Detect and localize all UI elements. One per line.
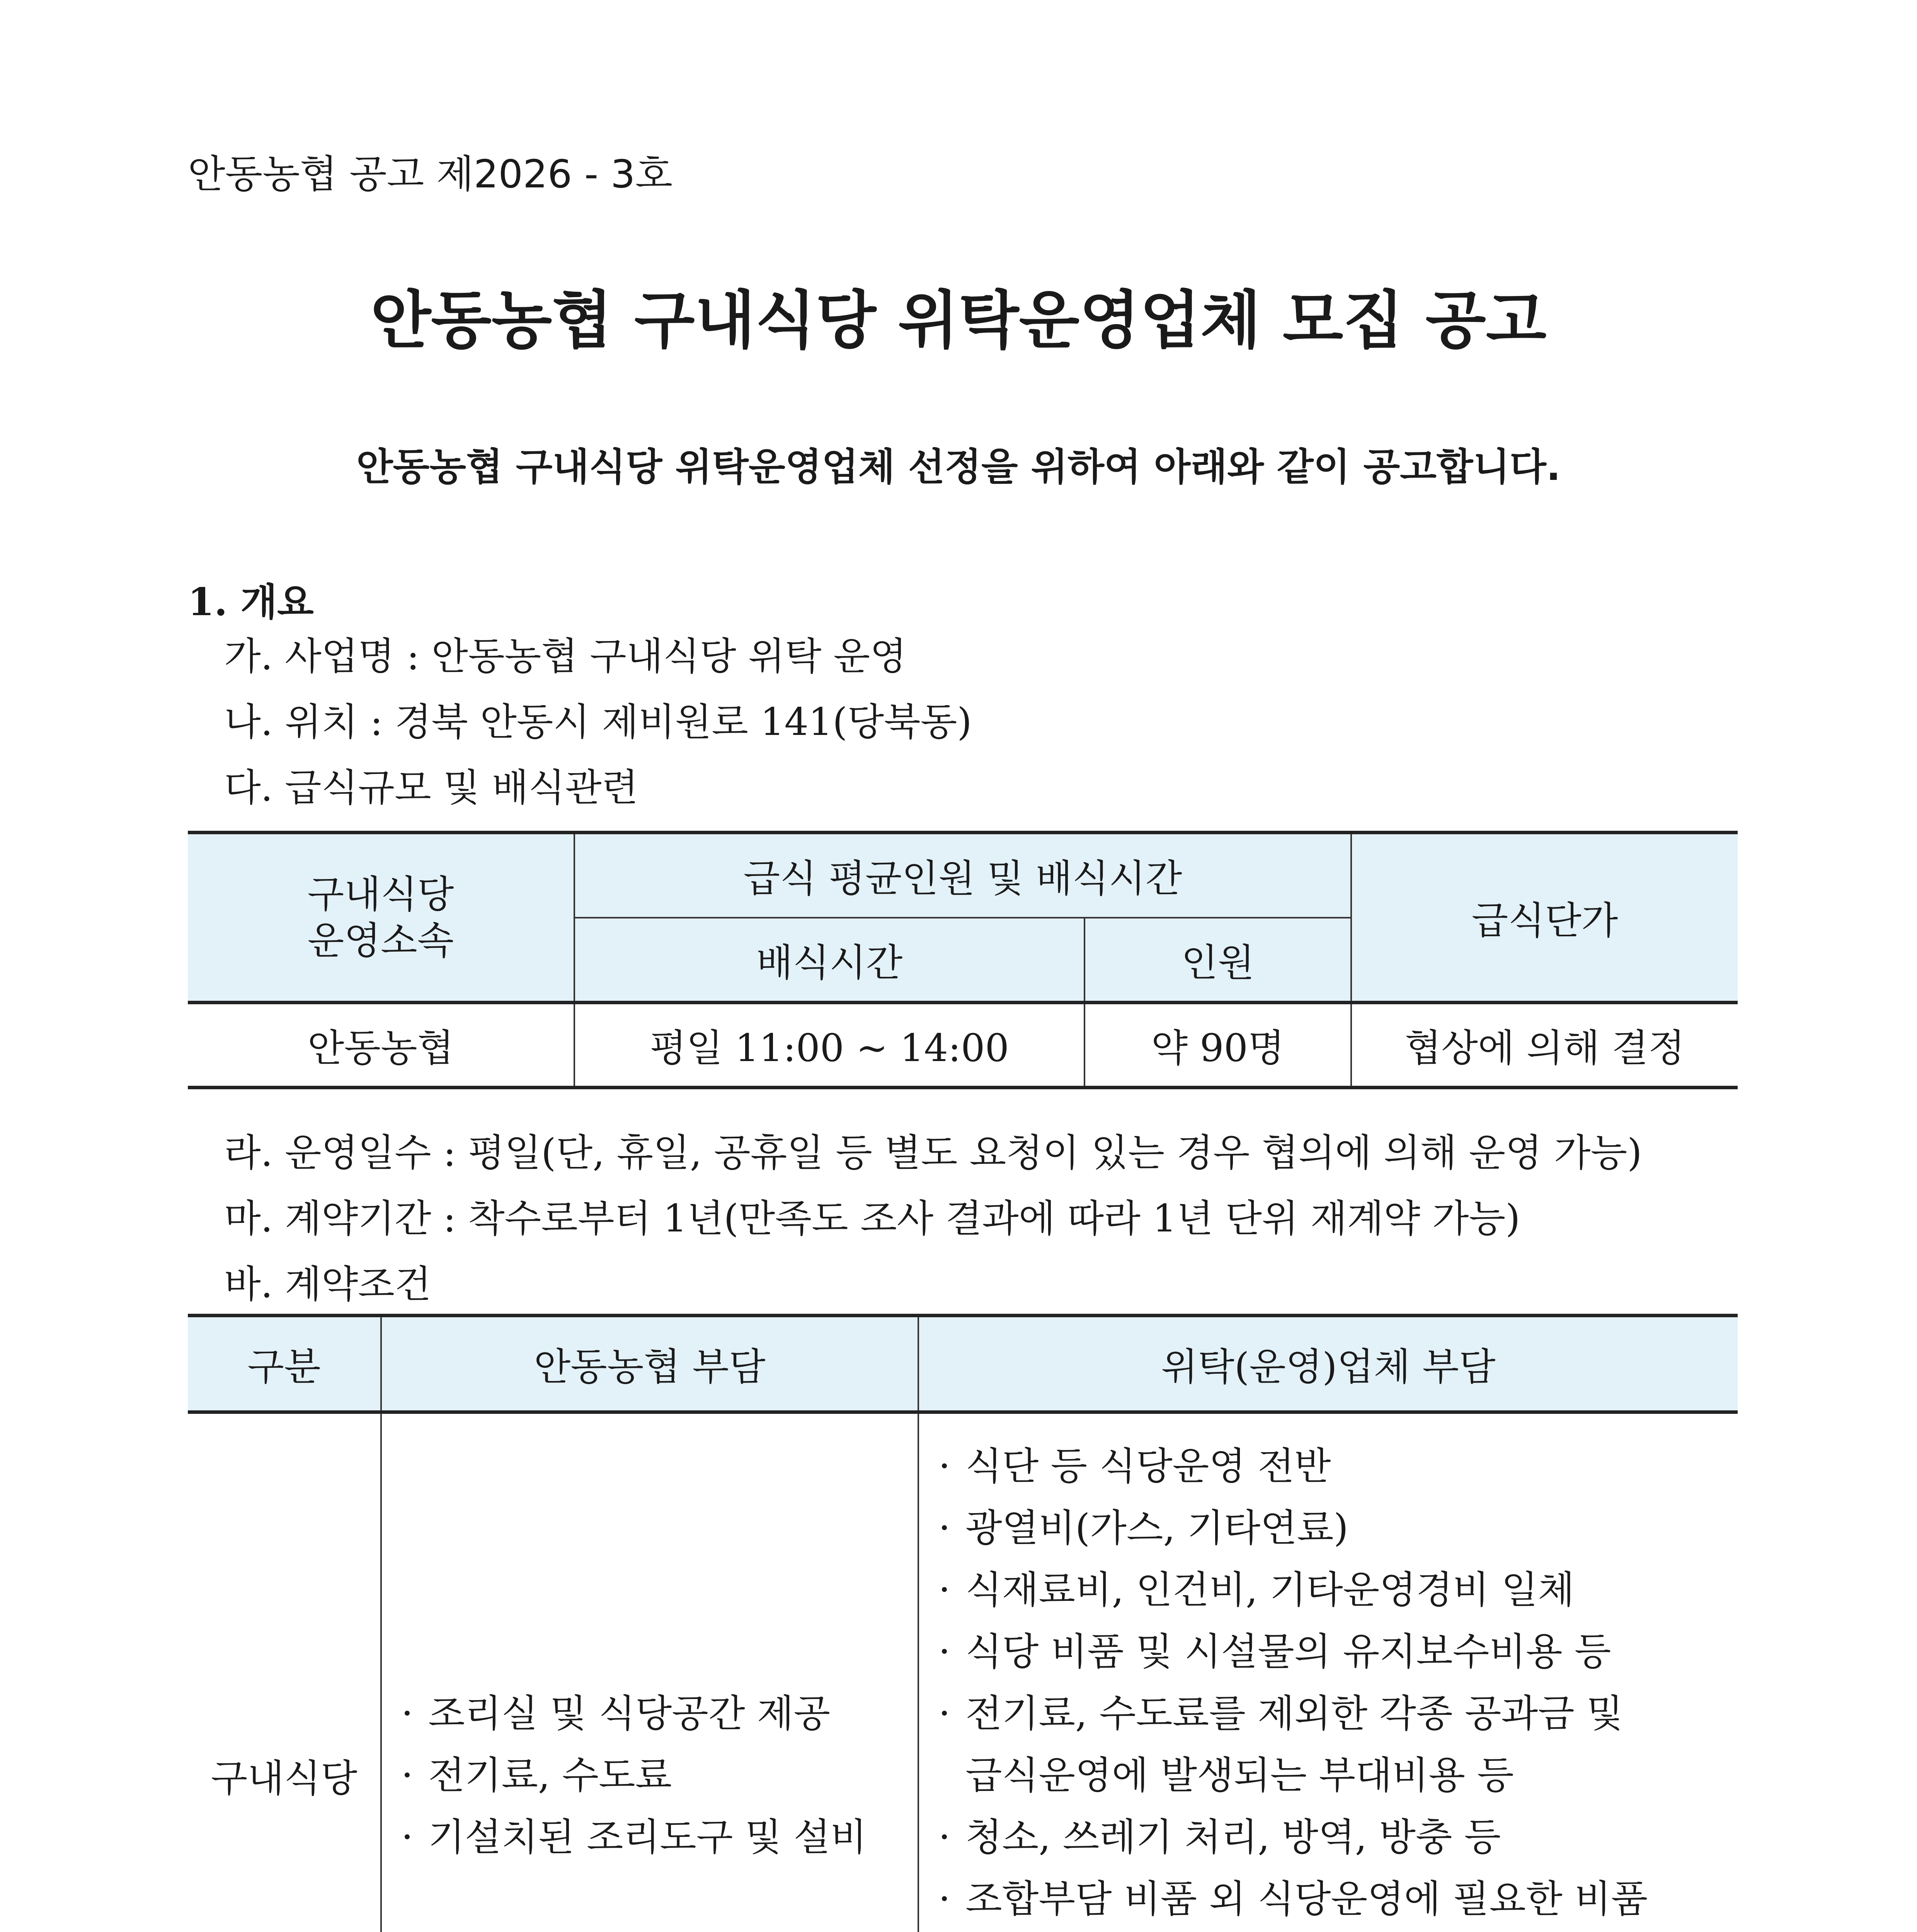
list-item: · 식재료비, 인건비, 기타운영경비 일체 — [938, 1568, 1575, 1612]
contract-terms-table — [188, 1314, 1738, 1932]
header-category: 구분 — [188, 1316, 381, 1412]
notice-number: 안동농협 공고 제2026 - 3호 — [188, 151, 673, 197]
meal-scale-table — [188, 831, 1738, 1089]
overview-item-contract-period: 마. 계약기간 : 착수로부터 1년(만족도 조사 결과에 따라 1년 단위 재계약 가능) — [224, 1197, 1520, 1241]
header-meal-price: 급식단가 — [1351, 833, 1738, 1003]
list-item: · 기설치된 조리도구 및 설비 — [401, 1815, 867, 1859]
list-item: · 청소, 쓰레기 처리, 방역, 방충 등 — [938, 1815, 1501, 1859]
cell-nh-items — [381, 1412, 918, 1932]
lead-sentence: 안동농협 구내식당 위탁운영업체 선정을 위하여 아래와 같이 공고합니다. — [356, 445, 1561, 489]
overview-item-contract-terms: 바. 계약조건 — [224, 1262, 431, 1306]
list-item: 급식운영에 발생되는 부대비용 등 — [965, 1753, 1514, 1798]
cell-vendor-items — [918, 1412, 1738, 1932]
section-1-heading: 1. 개요 — [188, 580, 314, 624]
header-affiliation: 구내식당 운영소속 — [188, 833, 574, 1003]
cell-serving-time: 평일 11:00 ~ 14:00 — [574, 1003, 1084, 1088]
list-item: · 식단 등 식당운영 전반 — [938, 1444, 1331, 1488]
header-serving-time: 배식시간 — [574, 918, 1084, 1003]
header-nh-burden: 안동농협 부담 — [381, 1316, 918, 1412]
overview-item-location: 나. 위치 : 경북 안동시 제비원로 141(당북동) — [224, 700, 972, 744]
list-item: · 광열비(가스, 기타연료) — [938, 1506, 1348, 1550]
cell-meal-price: 협상에 의해 결정 — [1405, 1026, 1685, 1070]
page-title: 안동농협 구내식당 위탁운영업체 모집 공고 — [370, 284, 1547, 357]
list-item: · 전기료, 수도료를 제외한 각종 공과금 및 — [938, 1691, 1623, 1736]
header-people: 인원 — [1084, 918, 1351, 1003]
list-item: · 조합부담 비품 외 식당운영에 필요한 비품 — [938, 1877, 1648, 1921]
overview-item-meal-scale: 다. 급식규모 및 배식관련 — [224, 766, 638, 810]
header-vendor-burden: 위탁(운영)업체 부담 — [918, 1316, 1738, 1412]
list-item: · 조리실 및 식당공간 제공 — [401, 1691, 831, 1736]
list-item: · 전기료, 수도료 — [401, 1753, 672, 1798]
overview-item-business-name: 가. 사업명 : 안동농협 구내식당 위탁 운영 — [224, 634, 907, 679]
cell-affiliation: 안동농협 — [188, 1003, 574, 1088]
header-avg-people-and-time: 급식 평균인원 및 배식시간 — [574, 833, 1351, 918]
list-item: · 식당 비품 및 시설물의 유지보수비용 등 — [938, 1629, 1611, 1674]
cell-row-label: 구내식당 — [188, 1412, 381, 1932]
cell-people: 약 90명 — [1084, 1003, 1351, 1088]
overview-item-operating-days: 라. 운영일수 : 평일(단, 휴일, 공휴일 등 별도 요청이 있는 경우 협의에 의해 운영 가능) — [224, 1131, 1642, 1175]
list-item — [927, 1930, 1738, 1932]
